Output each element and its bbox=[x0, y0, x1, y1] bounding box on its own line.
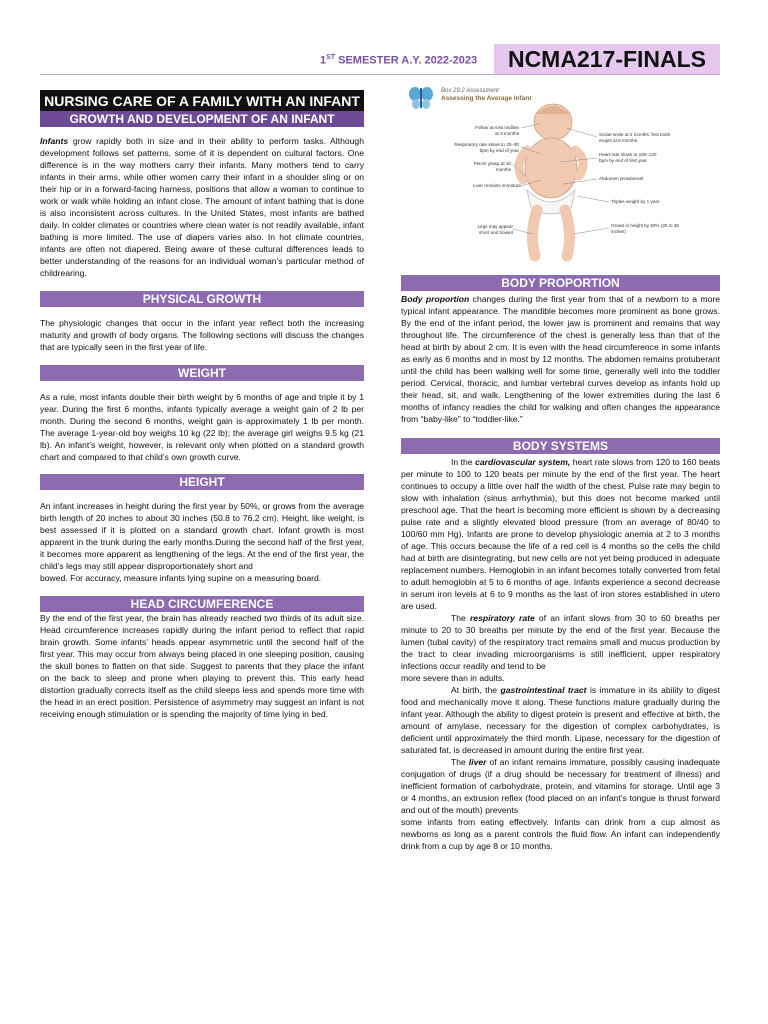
figure-label: Respiratory rate slows to 20–30 bpm by end of year bbox=[454, 142, 519, 153]
height-heading: HEIGHT bbox=[40, 474, 364, 490]
physical-growth-heading: PHYSICAL GROWTH bbox=[40, 291, 364, 307]
figure-label: Heart rate slows to 100–120 bpm by end of first year bbox=[599, 152, 657, 163]
figure-label: Legs may appear short and bowed bbox=[477, 224, 513, 235]
weight-heading: WEIGHT bbox=[40, 365, 364, 381]
figure-label: Pincer grasp at 10 months bbox=[473, 161, 511, 172]
infant-illustration bbox=[401, 84, 720, 274]
left-column bbox=[40, 90, 364, 720]
weight-paragraph: As a rule, most infants double their birth weight by 6 months of age and triple it by 1 year. During the first 6 months, infants typically average a weight gain of 2 lb per month. During the second 6 months, weight gain is approximately 1 lb per month. The average 1-year-old boy weighs 10 kg (22 lb); the average girl weighs 9.5 kg (21 lb). An infant’s weight, however, is relevant only when plotted on a standard growth chart and compared to that child’s own growth curve. bbox=[40, 392, 364, 462]
growth-paragraph: Infants grow rapidly both in size and in their ability to perform tasks. Although development follows set patterns, some of it is dependent on cultural factors. One difference is in the way mothers carry their infants. Many mothers tend to carry infants in their arms, while other women carry their infant in a shoulder sling or on their hip or in a forward-facing harness, positions that allow a woman to continue to work or walk while holding an infant close. The amount of infant bathing that is done is also inconsistent across cultures. In the United States, most infants are bathed daily. In colder climates or countries where clean water is not readily available, infant bathing is more limited. The use of diapers varies also. In hot climate countries, infants are often not diapered. Being aware of these cultural differences leads to better understanding of the reasons for an individual woman’s particular method of childrearing. bbox=[40, 136, 364, 278]
figure-box-label: Box 29.2 Assessment bbox=[441, 88, 499, 94]
cardiovascular-paragraph: In the cardiovascular system, heart rate slows from 120 to 160 beats per minute to 100 to 120 beats per minute by the end of the first year. The heart continues to occupy a little over half the width of the chest. Pulse rate may begin to slow with inhalation (sinus arrhythmia), but this does not become marked until preschool age. That the heart is becoming more efficient is shown by a decreasing pulse rate and a slightly elevated blood pressure (from an average of 80/40 to 100/60 mm Hg). Infants are prone to develop physiologic anemia at 2 to 3 months of age. This occurs because the life of a red cell is 4 months so the cells the child had at birth are disintegrating, but new cells are not yet being produced in adequate replacement numbers. Hemoglobin in an infant becomes totally converted from fetal to adult hemoglobin at 5 to 6 months of age. Infants experience a second decrease in serum iron levels at 6 to 9 months as the last of iron stores established in utero are used. bbox=[401, 457, 720, 611]
figure-label: Follow across midline at 3 months bbox=[475, 125, 519, 136]
course-title: NCMA217-FINALS bbox=[494, 44, 720, 74]
figure-label: Liver remains immature bbox=[473, 183, 521, 188]
butterfly-icon bbox=[409, 87, 433, 109]
height-paragraph-cont: bowed. For accuracy, measure infants lying supine on a measuring board. bbox=[40, 573, 322, 583]
page-title: NURSING CARE OF A FAMILY WITH AN INFANT bbox=[40, 90, 364, 111]
body-proportion-paragraph: Body proportion changes during the first year from that of a newborn to a more typical infant appearance. The mandible becomes more prominent as bone grows. By the end of the infant period, the lower jaw is prominent and remains that way throughout life. The circumference of the chest is generally less than that of the head at birth by about 2 cm. It is even with the head circumference in some infants as early as 6 months and in most by 12 months. The abdomen remains protuberant until the child has been walking well for some time, generally well into the toddler period. Cervical, thoracic, and lumbar vertebral curves develop as infants hold up their head, sit, and walk. Lengthening of the lower extremities during the last 6 months of infancy readies the child for walking and often changes the appearance from “baby-like” to “toddler-like.” bbox=[401, 294, 720, 424]
physical-growth-paragraph: The physiologic changes that occur in the infant year reflect both the increasing maturity and growth of body organs. The following sections will discuss the changes that are typically seen in the first year of life. bbox=[40, 318, 364, 352]
liver-paragraph: The liver of an infant remains immature, possibly causing inadequate conjugation of drugs (if a drug should be necessary for treatment of illness) and inefficient formation of carbohydrate, protein, and vitamins for storage. Until age 3 or 4 months, an extrusion reflex (food placed on an infant’s tongue is thrust forward and out of the mouth) prevents bbox=[401, 757, 720, 815]
figure-title: Assessing the Average Infant bbox=[441, 95, 532, 102]
figure-label: Grows in height by 50% (20 to 30 inches) bbox=[611, 223, 679, 234]
head-circumference-heading: HEAD CIRCUMFERENCE bbox=[40, 596, 364, 612]
infant-assessment-figure bbox=[401, 84, 720, 274]
semester-label: 1ST SEMESTER A.Y. 2022-2023 bbox=[320, 54, 478, 67]
respiratory-paragraph: The respiratory rate of an infant slows from 30 to 60 breaths per minute to 20 to 30 breaths per minute by the end of the first year. Because the lumen (tubal cavity) of the respiratory tract remains small and mucus production by the tract to clear invading microorganisms is still inefficient, upper respiratory infections occur readily and tend to be bbox=[401, 613, 720, 671]
head-circumference-paragraph: By the end of the first year, the brain has already reached two thirds of its adult size. Head circumference increases rapidly during the infant period to reflect that rapid brain growth. Some infants’ heads appear asymmetric until the second half of the first year. This may occur from always being placed in one sleeping position, causing the skull bones to flatten on that side. Suggest to parents that they place the infant on the back to sleep and prone when playing to prevent this. This early head distortion gradually corrects itself as the child sleeps less and spends more time with the head in an erect position. Persistence of asymmetry may suggest an infant is not receiving enough stimulation or is spending the majority of time lying in bed. bbox=[40, 613, 364, 719]
figure-label: Triples weight by 1 year bbox=[611, 199, 660, 204]
body-systems-heading: BODY SYSTEMS bbox=[401, 438, 720, 454]
gastrointestinal-paragraph: At birth, the gastrointestinal tract is immature in its ability to digest food and mechanically move it along. These functions mature gradually during the infant year. Although the ability to digest protein is present and effective at birth, the amount of amylase, necessary for the digestion of complex carbohydrates, is deficient until approximately the third month. Lipase, necessary for the digestion of saturated fat, is decreased in amount during the entire first year. bbox=[401, 685, 720, 755]
right-column bbox=[401, 84, 720, 852]
figure-label: Abdomen protuberant bbox=[599, 176, 644, 181]
liver-paragraph-cont: some infants from eating effectively. Infants can drink from a cup almost as newborns as long as a parent controls the fluid flow. An infant can independently drink from a cup by age 8 or 10 months. bbox=[401, 817, 720, 851]
height-paragraph: An infant increases in height during the first year by 50%, or grows from the average birth length of 20 inches to about 30 inches (50.8 to 76.2 cm). Height, like weight, is best assessed if it is plotted on a standard growth chart. Infant growth is most apparent in the trunk during the early months.During the second half of the first year, it becomes more apparent as lengthening of the legs. At the end of the first year, the child’s legs may still appear disproportionately short and bbox=[40, 501, 364, 571]
figure-label: Social smile at 2 months; first tooth erupts at 6 months bbox=[599, 132, 671, 143]
respiratory-paragraph-cont: more severe than in adults. bbox=[401, 673, 505, 683]
baby-figure bbox=[519, 104, 583, 256]
growth-heading: GROWTH AND DEVELOPMENT OF AN INFANT bbox=[40, 111, 364, 127]
header-divider bbox=[40, 74, 720, 75]
body-proportion-heading: BODY PROPORTION bbox=[401, 275, 720, 291]
